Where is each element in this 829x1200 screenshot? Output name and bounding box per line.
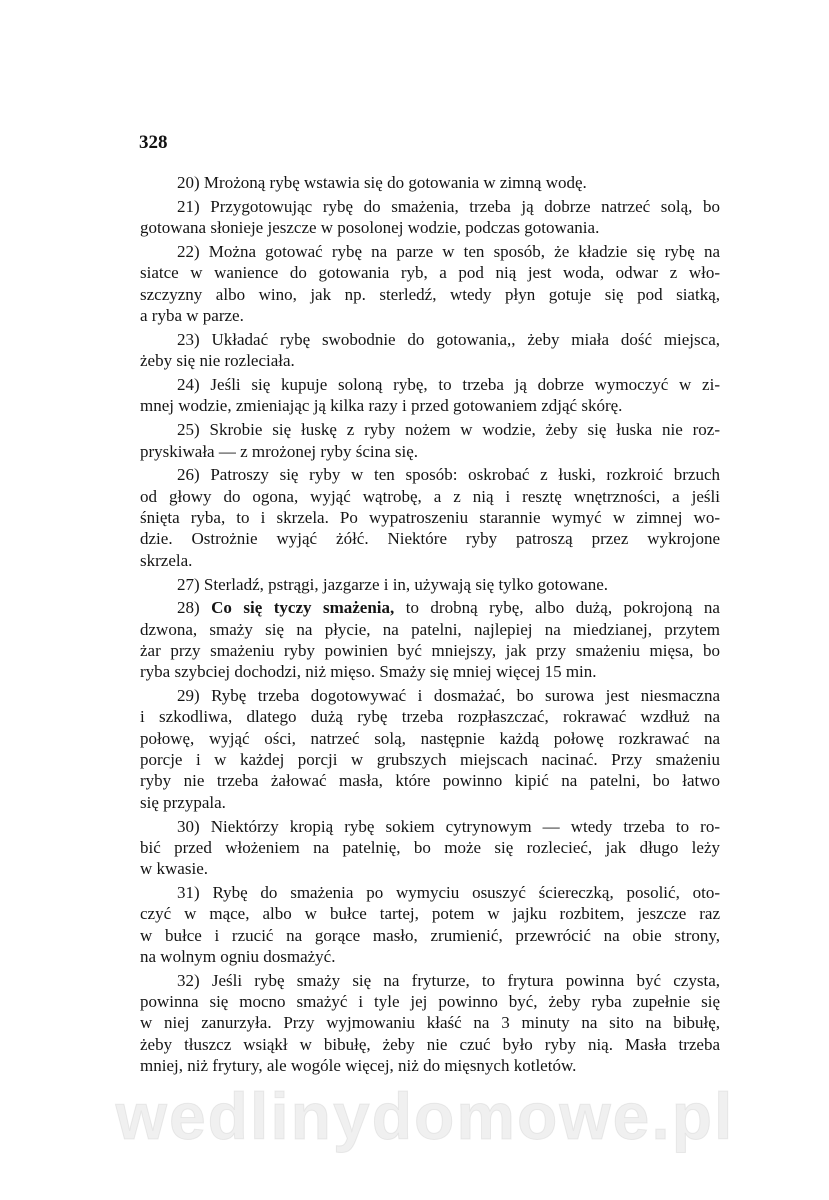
paragraph-20 <box>140 172 720 193</box>
text-line: mniej, niż frytury, ale wogóle więcej, niż do mięsnych kotletów. <box>140 1056 577 1075</box>
paragraph-30 <box>140 816 720 880</box>
text-line: 23) Układać rybę swobodnie do gotowania,, żeby miała dość miejsca, <box>177 329 720 349</box>
paragraph-24 <box>140 374 720 417</box>
text-line: żeby tłuszcz wsiąkł w bibułę, żeby nie czuć było ryby nią. Masła trzeba <box>140 1034 720 1054</box>
text-line: 26) Patroszy się ryby w ten sposób: oskrobać z łuski, rozkroić brzuch <box>177 465 720 485</box>
text-line: pryskiwała — z mrożonej ryby ścina się. <box>140 441 419 461</box>
text-line: siatce w wanience do gotowania ryb, a pod nią jest woda, odwar z wło- <box>140 263 720 283</box>
text-line: 27) Sterladź, pstrągi, jazgarze i in, używają się tylko gotowane. <box>177 574 608 594</box>
text-line: żar przy smażeniu ryby powinien być mniejszy, jak przy smażeniu mięsa, bo <box>140 640 720 660</box>
text-line: powinna się mocno smażyć i tyle jej powinno być, żeby ryba zupełnie się <box>140 992 720 1012</box>
paragraph-23 <box>140 329 720 372</box>
bold-lead-phrase: Co się tyczy smażenia, <box>211 598 395 618</box>
text-line: ryby nie trzeba żałować masła, które powinno kipić na patelni, bo łatwo <box>140 771 720 791</box>
paragraph-22 <box>140 241 720 326</box>
paragraph-25 <box>140 419 720 462</box>
paragraph-29 <box>140 685 720 813</box>
paragraph-21 <box>140 196 720 239</box>
text-line: i szkodliwa, dlatego dużą rybę trzeba rozpłaszczać, rokrawać wzdłuż na <box>140 707 720 727</box>
text-line: mnej wodzie, zmieniając ją kilka razy i przed gotowaniem zdjąć skórę. <box>140 396 623 416</box>
text-line: szczyzny albo wino, jak np. sterledź, wtedy płyn gotuje się pod siatką, <box>140 284 720 304</box>
paragraph-number: 28) <box>177 598 200 618</box>
text-line: 30) Niektórzy kropią rybę sokiem cytrynowym — wtedy trzeba to ro- <box>177 816 720 836</box>
text-line: gotowana słonieje jeszcze w posolonej wodzie, podczas gotowania. <box>140 218 600 238</box>
text-line: 25) Skrobie się łuskę z ryby nożem w wodzie, żeby się łuska nie roz- <box>177 420 720 440</box>
text-line: 21) Przygotowując rybę do smażenia, trzeba ją dobrze natrzeć solą, bo <box>177 196 720 216</box>
text-line: a ryba w parze. <box>140 305 244 325</box>
text-line: 31) Rybę do smażenia po wymyciu osuszyć ściereczką, posolić, oto- <box>177 883 720 903</box>
paragraph-27 <box>140 574 720 595</box>
text-line: 32) Jeśli rybę smaży się na fryturze, to frytura powinna być czysta, <box>177 970 720 990</box>
text-line: 22) Można gotować rybę na parze w ten sposób, że kładzie się rybę na <box>177 242 720 262</box>
page-number: 328 <box>139 132 168 153</box>
text-line: 29) Rybę trzeba dogotowywać i dosmażać, bo surowa jest niesmaczna <box>177 686 720 706</box>
text-line: w kwasie. <box>140 859 208 879</box>
text-line: się przypala. <box>140 792 226 812</box>
text-line: 20) Mrożoną rybę wstawia się do gotowania w zimną wodę. <box>177 173 587 192</box>
text-line: żeby się nie rozleciała. <box>140 351 295 371</box>
watermark: wedlinydomowe.pl <box>115 1079 735 1153</box>
paragraph-31 <box>140 882 720 967</box>
text-line: śnięta ryba, to i skrzela. Po wypatroszeniu starannie wymyć w zimnej wo- <box>140 508 720 528</box>
text-line: dzwona, smaży się na płycie, na patelni, najlepiej na miedzianej, przytem <box>140 619 720 639</box>
text-line: skrzela. <box>140 550 193 570</box>
paragraph-26 <box>140 464 720 570</box>
paragraph-28 <box>140 597 720 682</box>
text-line: czyć w mące, albo w bułce tartej, potem w jajku rozbitem, jeszcze raz <box>140 904 720 924</box>
text-line: ryba szybciej dochodzi, niż mięso. Smaży się mniej więcej 15 min. <box>140 662 597 682</box>
text-line: 24) Jeśli się kupuje soloną rybę, to trzeba ją dobrze wymoczyć w zi- <box>177 375 720 395</box>
recipe-text <box>140 172 720 1079</box>
text-line: od głowy do ogona, wyjąć wątrobę, a z nią i resztę wnętrzności, a jeśli <box>140 486 720 506</box>
text-line: porcje i w każdej porcji w grubszych miejscach nacinać. Przy smażeniu <box>140 750 720 770</box>
paragraph-32 <box>140 970 720 1076</box>
text-line: bić przed włożeniem na patelnię, bo może się rozlecieć, jak długo leży <box>140 837 720 857</box>
text-line: na wolnym ogniu dosmażyć. <box>140 946 336 966</box>
text-line: połowę, wyjąć ości, natrzeć solą, następnie każdą połowę rozkrawać na <box>140 728 720 748</box>
text-line: w bułce i rzucić na gorące masło, zrumienić, przewrócić na obie strony, <box>140 925 720 945</box>
text-line: w niej zanurzyła. Przy wyjmowaniu kłaść na 3 minuty na sito na bibułę, <box>140 1013 720 1033</box>
text-line <box>140 597 720 618</box>
text-line-rest: to drobną rybę, albo dużą, pokrojoną na <box>394 598 720 618</box>
text-line: dzie. Ostrożnie wyjąć żółć. Niektóre ryby patroszą przez wykrojone <box>140 529 720 549</box>
